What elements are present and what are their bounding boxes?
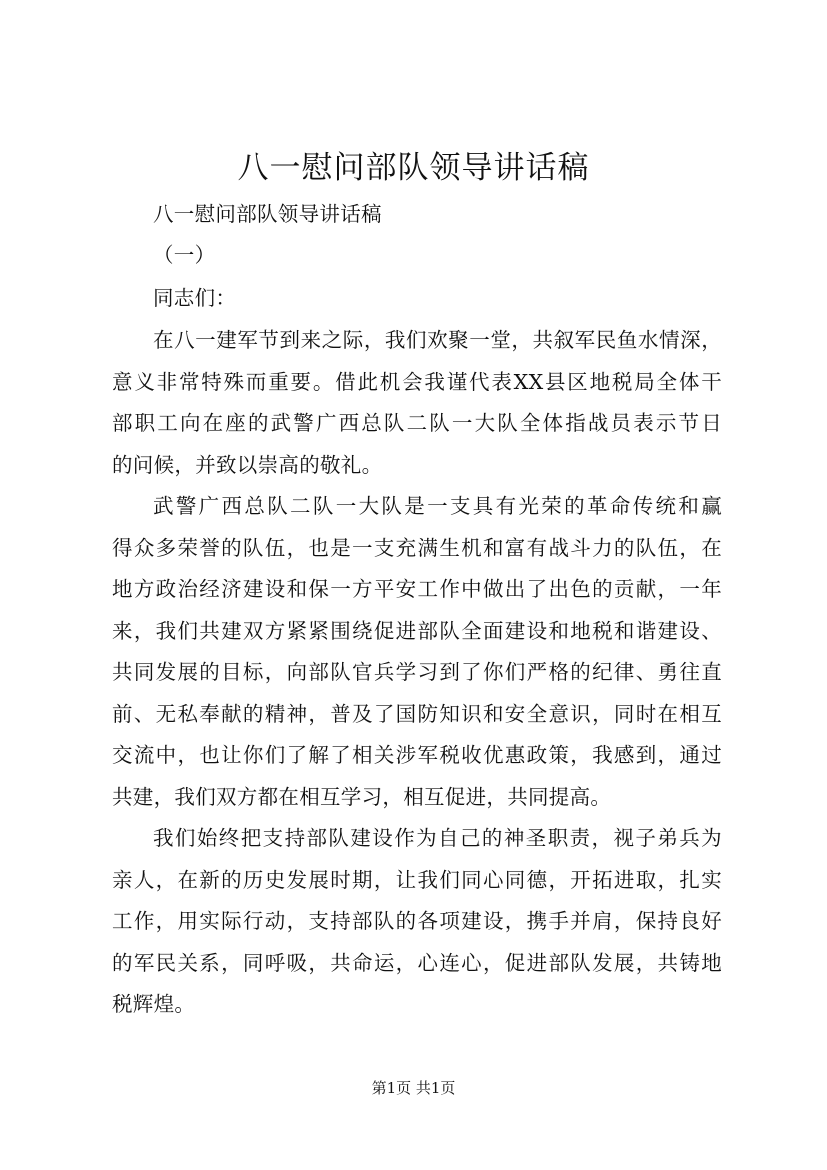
- paragraph-line: 的问候，并致以崇高的敬礼。: [112, 453, 383, 477]
- paragraph-line: 我们始终把支持部队建设作为自己的神圣职责，视子弟兵为: [153, 826, 722, 850]
- section-mark: （一）: [153, 243, 216, 267]
- paragraph-line: 意义非常特殊而重要。借此机会我谨代表XX县区地税局全体干: [112, 370, 722, 394]
- paragraph-line: 工作，用实际行动，支持部队的各项建设，携手并肩，保持良好: [112, 909, 722, 933]
- paragraph-line: 的军民关系，同呼吸，共命运，心连心，促进部队发展，共铸地: [112, 951, 722, 975]
- page-indicator: 第1页 共1页: [371, 1079, 456, 1097]
- paragraph-line: 来，我们共建双方紧紧围绕促进部队全面建设和地税和谐建设、: [112, 619, 722, 643]
- paragraph-line: 地方政治经济建设和保一方平安工作中做出了出色的贡献，一年: [112, 577, 722, 601]
- paragraph-line: 共同发展的目标，向部队官兵学习到了你们严格的纪律、勇往直: [112, 660, 722, 684]
- paragraph-line: 武警广西总队二队一大队是一支具有光荣的革命传统和赢: [153, 494, 722, 518]
- paragraph-line: 得众多荣誉的队伍，也是一支充满生机和富有战斗力的队伍，在: [112, 536, 722, 560]
- document-subtitle: 八一慰问部队领导讲话稿: [153, 202, 382, 226]
- paragraph-line: 共建，我们双方都在相互学习，相互促进，共同提高。: [112, 785, 612, 809]
- paragraph-line: 在八一建军节到来之际，我们欢聚一堂，共叙军民鱼水情深，: [153, 328, 722, 352]
- paragraph-line: 交流中，也让你们了解了相关涉军税收优惠政策，我感到，通过: [112, 743, 722, 767]
- salutation: 同志们：: [153, 286, 237, 310]
- paragraph-line: 前、无私奉献的精神，普及了国防知识和安全意识，同时在相互: [112, 702, 722, 726]
- document-title: 八一慰问部队领导讲话稿: [237, 150, 590, 186]
- paragraph-line: 亲人，在新的历史发展时期，让我们同心同德，开拓进取，扎实: [112, 868, 722, 892]
- paragraph-line: 税辉煌。: [112, 992, 196, 1016]
- paragraph-line: 部职工向在座的武警广西总队二队一大队全体指战员表示节日: [112, 411, 722, 435]
